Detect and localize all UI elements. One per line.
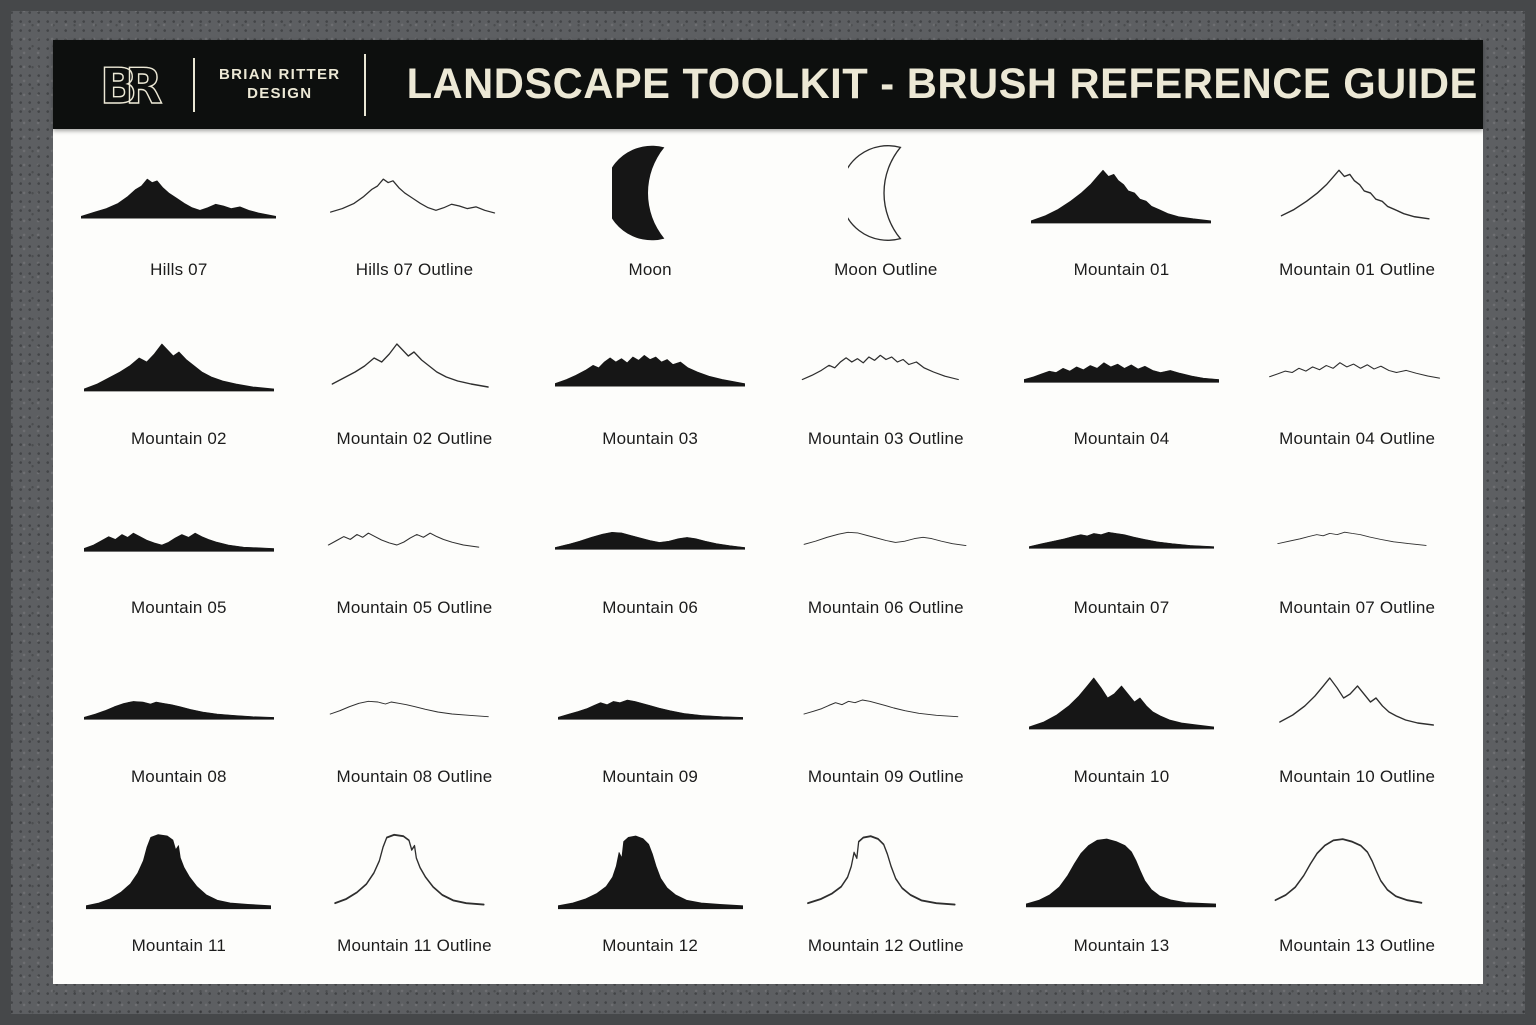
brush-cell-mountain-13-outline (1239, 807, 1475, 976)
monogram-letters: BR (100, 58, 151, 115)
mountain-03-brush-icon (555, 337, 745, 387)
brush-cell-mountain-10-outline (1239, 638, 1475, 807)
mountain-10-brush-icon (1029, 670, 1214, 730)
mountain-04-brush-icon (1024, 341, 1219, 383)
brush-preview-box (61, 300, 297, 423)
brand-monogram-logo (91, 55, 169, 115)
mountain-12-brush-icon (558, 828, 743, 910)
brush-preview-box (61, 807, 297, 930)
brush-cell-mountain-01 (1004, 131, 1240, 300)
brush-cell-mountain-12 (532, 807, 768, 976)
brush-label: Mountain 05 Outline (336, 598, 493, 617)
moon-outline-brush-icon (848, 137, 924, 249)
brush-label: Moon Outline (834, 260, 938, 279)
brush-label: Mountain 12 Outline (807, 936, 964, 955)
brush-cell-mountain-08-outline (297, 638, 533, 807)
header-divider (364, 54, 366, 116)
mountain-11-brush-icon (86, 828, 271, 910)
brush-cell-mountain-05-outline (297, 469, 533, 638)
brush-preview-box (1004, 638, 1240, 761)
mountain-13-brush-icon (1026, 830, 1216, 908)
brush-preview-box (1004, 469, 1240, 592)
hills-07-outline-brush-icon (317, 167, 512, 219)
brush-label: Hills 07 (150, 260, 208, 279)
mountain-09-outline-brush-icon (793, 680, 978, 720)
brush-cell-mountain-04 (1004, 300, 1240, 469)
brush-label: Mountain 12 (602, 936, 699, 955)
brush-label: Mountain 11 Outline (337, 936, 492, 955)
brush-preview-box (768, 807, 1004, 930)
brush-cell-mountain-08 (61, 638, 297, 807)
brush-cell-mountain-06 (532, 469, 768, 638)
brush-cell-mountain-01-outline (1239, 131, 1475, 300)
brush-label: Mountain 09 Outline (807, 767, 964, 786)
brush-preview-box (1004, 807, 1240, 930)
brush-cell-mountain-11-outline (297, 807, 533, 976)
brush-cell-mountain-07 (1004, 469, 1240, 638)
mountain-07-outline-brush-icon (1265, 513, 1450, 549)
mountain-03-outline-brush-icon (791, 337, 981, 387)
brush-preview-box (768, 638, 1004, 761)
brush-preview-box (297, 638, 533, 761)
page-title: LANDSCAPE TOOLKIT - BRUSH REFERENCE GUIDE (407, 60, 1479, 108)
brush-cell-mountain-12-outline (768, 807, 1004, 976)
brush-cell-mountain-13 (1004, 807, 1240, 976)
brush-preview-box (297, 807, 533, 930)
brush-preview-box (297, 469, 533, 592)
mountain-09-brush-icon (558, 680, 743, 720)
brush-preview-box (1239, 131, 1475, 254)
brush-label: Mountain 08 (130, 767, 227, 786)
mountain-07-brush-icon (1029, 513, 1214, 549)
brush-cell-mountain-04-outline (1239, 300, 1475, 469)
mountain-08-outline-brush-icon (319, 680, 509, 720)
brush-label: Hills 07 Outline (355, 260, 474, 279)
brush-label: Mountain 02 (130, 429, 227, 448)
brush-preview-box (1239, 469, 1475, 592)
brush-cell-mountain-09-outline (768, 638, 1004, 807)
brush-preview-box (532, 469, 768, 592)
brush-label: Mountain 07 Outline (1279, 598, 1436, 617)
header-bar (53, 40, 1483, 129)
mountain-05-brush-icon (84, 510, 274, 552)
brush-label: Mountain 03 (602, 429, 699, 448)
reference-sheet-card (53, 40, 1483, 984)
brush-cell-mountain-03-outline (768, 300, 1004, 469)
mountain-06-brush-icon (555, 512, 745, 550)
brush-label: Mountain 10 (1073, 767, 1170, 786)
brush-label: Mountain 10 Outline (1279, 767, 1436, 786)
brush-preview-box (532, 638, 768, 761)
mountain-01-outline-brush-icon (1267, 162, 1447, 224)
brush-cell-moon (532, 131, 768, 300)
brush-label: Mountain 13 Outline (1279, 936, 1436, 955)
brush-label: Mountain 08 Outline (336, 767, 493, 786)
brush-label: Mountain 07 (1073, 598, 1170, 617)
brush-cell-mountain-11 (61, 807, 297, 976)
brush-preview-box (532, 131, 768, 254)
brush-label: Mountain 02 Outline (336, 429, 493, 448)
brush-cell-mountain-07-outline (1239, 469, 1475, 638)
brush-cell-moon-outline (768, 131, 1004, 300)
brush-preview-box (297, 300, 533, 423)
brush-cell-mountain-06-outline (768, 469, 1004, 638)
mountain-04-outline-brush-icon (1260, 341, 1455, 383)
brush-label: Mountain 04 Outline (1279, 429, 1436, 448)
brush-cell-mountain-02-outline (297, 300, 533, 469)
brush-preview-box (297, 131, 533, 254)
mountain-02-brush-icon (84, 332, 274, 392)
brush-preview-box (768, 300, 1004, 423)
header-divider (193, 58, 195, 112)
brush-label: Mountain 11 (131, 936, 227, 955)
brush-label: Mountain 01 Outline (1279, 260, 1436, 279)
mountain-01-brush-icon (1031, 162, 1211, 224)
hills-07-brush-icon (81, 167, 276, 219)
mountain-13-outline-brush-icon (1262, 830, 1452, 908)
brush-label: Mountain 06 (602, 598, 699, 617)
mountain-02-outline-brush-icon (319, 332, 509, 392)
brush-cell-mountain-09 (532, 638, 768, 807)
brush-preview-box (61, 469, 297, 592)
brush-preview-box (1239, 807, 1475, 930)
brush-preview-box (532, 807, 768, 930)
brush-cell-hills-07 (61, 131, 297, 300)
brush-label: Mountain 13 (1073, 936, 1170, 955)
brush-label: Mountain 09 (602, 767, 699, 786)
brush-preview-box (768, 131, 1004, 254)
brush-preview-box (768, 469, 1004, 592)
brand-line-2: DESIGN (247, 84, 313, 102)
brush-label: Mountain 03 Outline (807, 429, 964, 448)
brush-label: Moon (628, 260, 672, 279)
mountain-05-outline-brush-icon (319, 510, 509, 552)
brush-preview-box (1004, 300, 1240, 423)
brand-name (219, 66, 340, 104)
brush-label: Mountain 06 Outline (807, 598, 964, 617)
mountain-08-brush-icon (84, 680, 274, 720)
mountain-11-outline-brush-icon (322, 828, 507, 910)
brush-cell-mountain-02 (61, 300, 297, 469)
brush-grid (53, 129, 1483, 984)
brush-preview-box (1239, 638, 1475, 761)
brand-line-1: BRIAN RITTER (219, 65, 341, 83)
moon-brush-icon (612, 137, 688, 249)
brush-label: Mountain 01 (1073, 260, 1170, 279)
mountain-06-outline-brush-icon (791, 512, 981, 550)
brush-preview-box (1004, 131, 1240, 254)
brush-preview-box (532, 300, 768, 423)
brush-preview-box (61, 638, 297, 761)
brush-label: Mountain 04 (1073, 429, 1170, 448)
brush-cell-mountain-10 (1004, 638, 1240, 807)
brush-cell-hills-07-outline (297, 131, 533, 300)
brush-label: Mountain 05 (130, 598, 227, 617)
mountain-12-outline-brush-icon (793, 828, 978, 910)
brush-cell-mountain-05 (61, 469, 297, 638)
mountain-10-outline-brush-icon (1265, 670, 1450, 730)
brush-preview-box (61, 131, 297, 254)
brush-preview-box (1239, 300, 1475, 423)
brush-cell-mountain-03 (532, 300, 768, 469)
